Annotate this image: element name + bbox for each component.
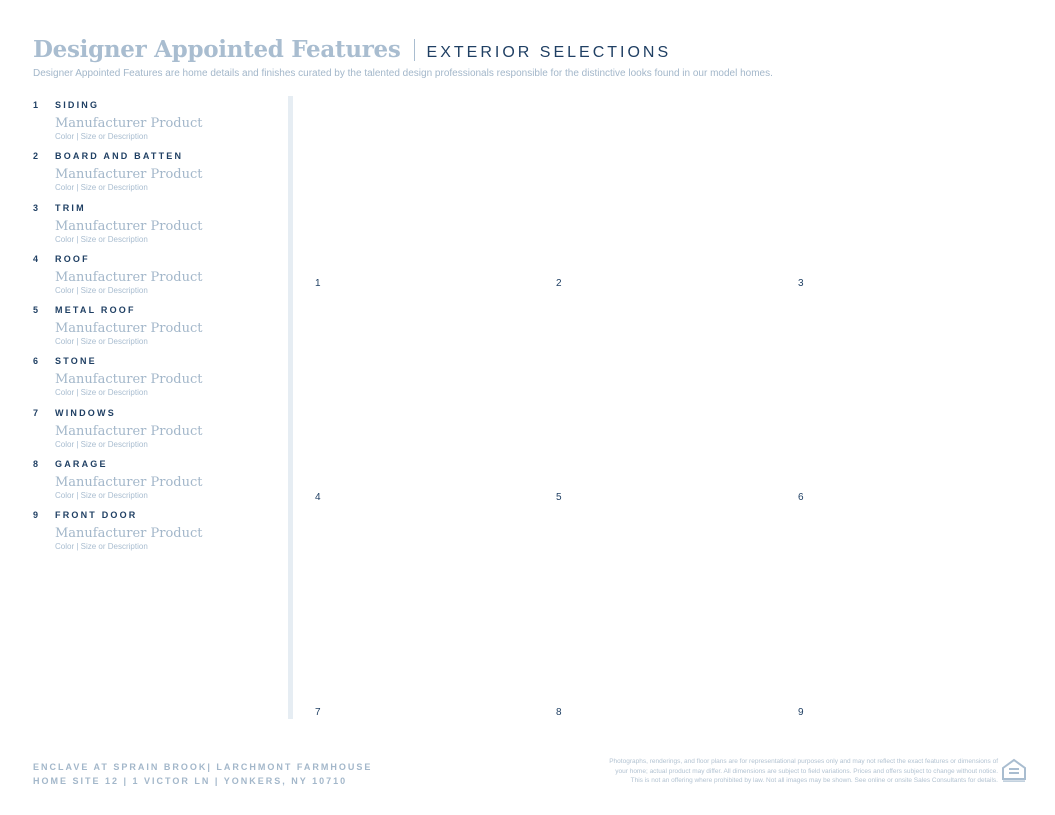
grid-label-2: 2 <box>556 278 562 289</box>
section-title: EXTERIOR SELECTIONS <box>426 44 672 61</box>
disclaimer-line-1: Photographs, renderings, and floor plans are for representational purposes only and may not reflect the exact features or dimensions of <box>609 758 998 765</box>
grid-label-1: 1 <box>315 278 321 289</box>
item-title: METAL ROOF <box>55 305 136 316</box>
item-number: 1 <box>33 100 39 110</box>
grid-label-3: 3 <box>798 278 804 289</box>
equal-housing-opportunity-icon <box>1001 757 1027 783</box>
item-description: Color | Size or Description <box>55 491 148 501</box>
grid-label-8: 8 <box>556 707 562 718</box>
item-product: Manufacturer Product <box>55 167 203 183</box>
page-title: Designer Appointed Features <box>33 36 401 63</box>
list-item <box>33 405 273 456</box>
disclaimer-line-2: your home; actual product may differ. All dimensions are subject to field variations. Prices and offers subject to change without notice. <box>615 767 998 775</box>
page-subtitle: Designer Appointed Features are home details and finishes curated by the talented design professionals responsible for the distinctive looks found in our model homes. <box>33 68 773 79</box>
list-item <box>33 148 273 199</box>
list-item <box>33 302 273 353</box>
item-product: Manufacturer Product <box>55 423 203 439</box>
item-product: Manufacturer Product <box>55 218 203 234</box>
title-row <box>33 36 1023 63</box>
item-title: FRONT DOOR <box>55 510 138 521</box>
item-title: STONE <box>55 356 97 367</box>
grid-label-6: 6 <box>798 492 804 503</box>
grid-label-5: 5 <box>556 492 562 503</box>
grid-label-9: 9 <box>798 707 804 718</box>
item-title: TRIM <box>55 202 86 213</box>
item-number: 8 <box>33 459 39 470</box>
item-description: Color | Size or Description <box>55 337 148 347</box>
list-item <box>33 97 273 148</box>
item-number: 2 <box>33 151 39 162</box>
footer-homesite: HOME SITE 12 | 1 VICTOR LN | YONKERS, NY 10710 <box>33 776 348 786</box>
item-number: 3 <box>33 202 39 213</box>
grid-label-7: 7 <box>315 707 321 718</box>
footer-address <box>33 760 372 788</box>
item-description: Color | Size or Description <box>55 388 148 398</box>
item-number: 7 <box>33 407 39 418</box>
title-separator <box>414 39 415 61</box>
footer-community: ENCLAVE AT SPRAIN BROOK| LARCHMONT FARMHOUSE <box>33 762 373 772</box>
item-product: Manufacturer Product <box>55 372 203 388</box>
item-description: Color | Size or Description <box>55 132 148 141</box>
item-description: Color | Size or Description <box>55 439 148 449</box>
item-number: 6 <box>33 356 39 367</box>
list-item <box>33 251 273 302</box>
list-item <box>33 456 273 507</box>
item-title: WINDOWS <box>55 407 116 418</box>
item-description: Color | Size or Description <box>55 234 148 244</box>
list-item <box>33 507 273 558</box>
vertical-divider <box>288 96 293 719</box>
item-description: Color | Size or Description <box>55 183 148 193</box>
list-item <box>33 353 273 404</box>
item-product: Manufacturer Product <box>55 116 203 131</box>
item-title: GARAGE <box>55 459 108 470</box>
item-title: BOARD AND BATTEN <box>55 151 184 162</box>
item-number: 9 <box>33 510 39 521</box>
item-description: Color | Size or Description <box>55 285 148 295</box>
item-product: Manufacturer Product <box>55 321 203 337</box>
grid-label-4: 4 <box>315 492 321 503</box>
disclaimer-line-3: This is not an offering where prohibited by law. Not all images may be shown. See online or onsite Sales Consultants for details. <box>630 777 998 784</box>
item-title: ROOF <box>55 253 90 264</box>
page-header <box>33 36 1023 79</box>
item-description: Color | Size or Description <box>55 542 148 552</box>
selections-list <box>33 97 273 559</box>
list-item <box>33 200 273 251</box>
footer-disclaimer <box>518 757 998 786</box>
item-product: Manufacturer Product <box>55 526 203 542</box>
item-product: Manufacturer Product <box>55 475 203 491</box>
item-number: 5 <box>33 305 39 316</box>
item-number: 4 <box>33 253 39 264</box>
item-title: SIDING <box>55 100 100 110</box>
item-product: Manufacturer Product <box>55 269 203 285</box>
